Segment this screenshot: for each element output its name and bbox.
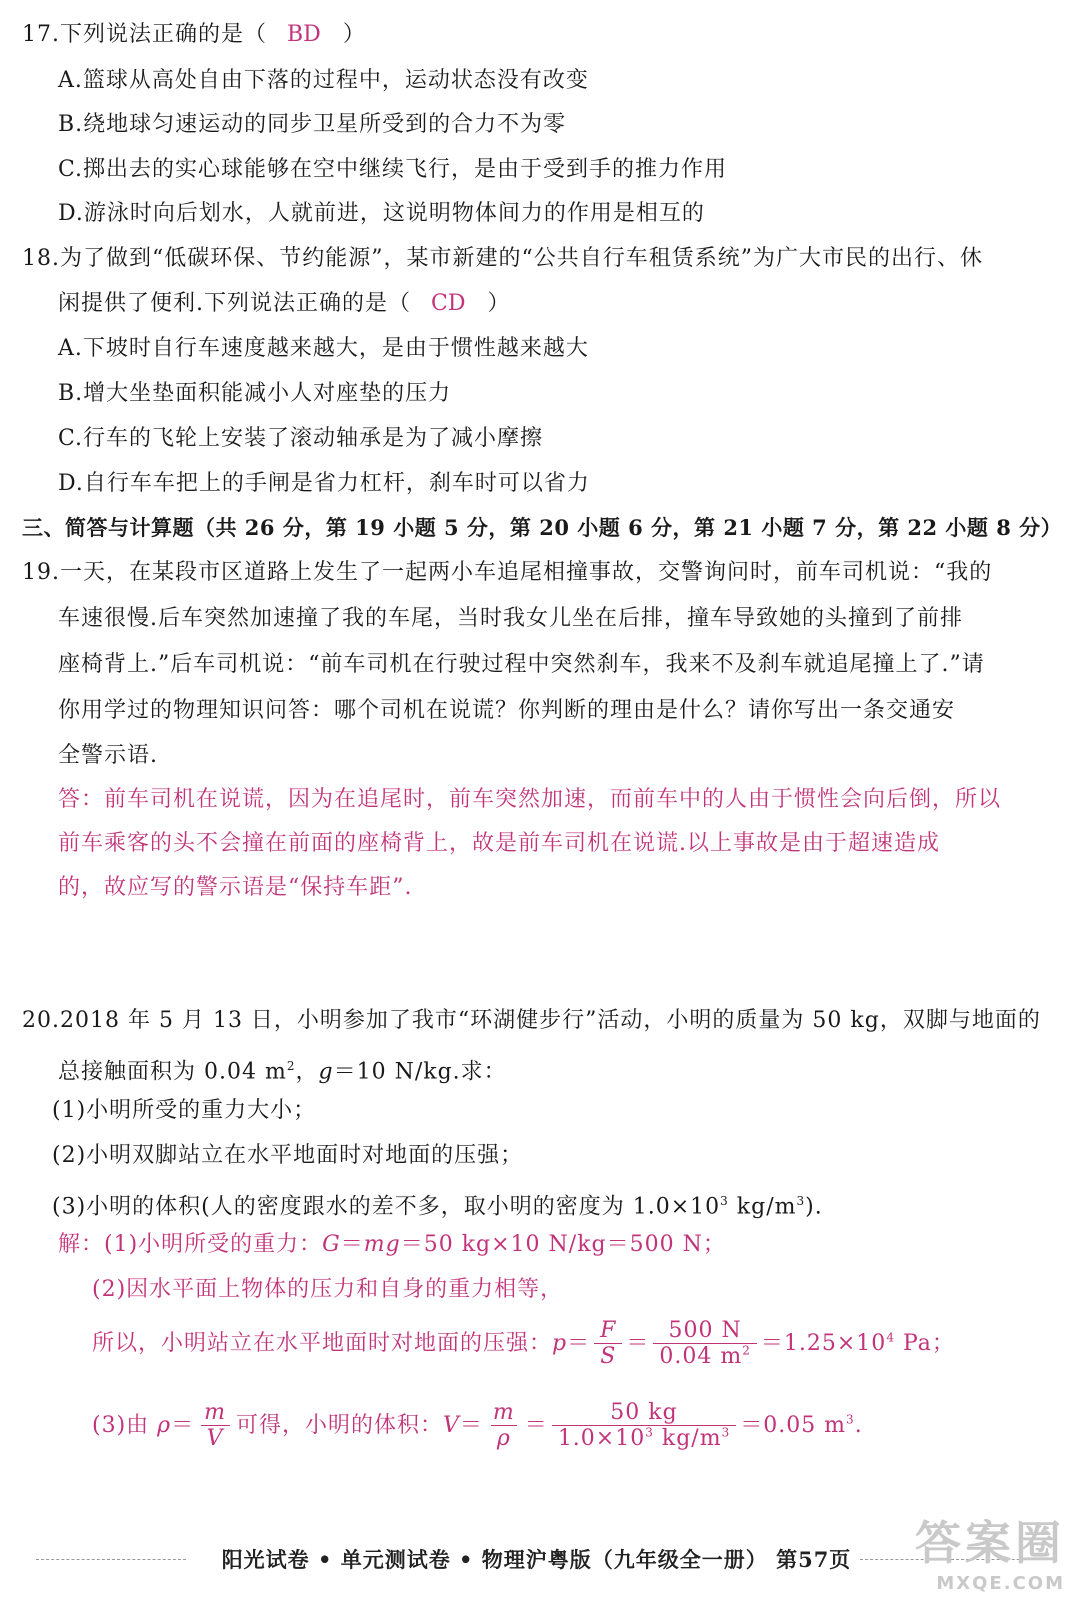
sol4-eq3: ＝ <box>524 1412 548 1438</box>
q18-option-c: C.行车的飞轮上安装了滚动轴承是为了减小摩擦 <box>58 426 544 451</box>
q20-solution-2: (2)因水平面上物体的压力和自身的重力相等， <box>92 1277 564 1302</box>
section-3-heading: 三、简答与计算题（共 26 分，第 19 小题 5 分，第 20 小题 6 分，第 21 小题 7 分，第 22 小题 8 分） <box>22 515 1063 540</box>
frac-V: V <box>201 1425 230 1451</box>
sol3-unit: Pa； <box>894 1330 955 1356</box>
q20-sub-3 <box>52 1186 823 1222</box>
q19-line-1: 19.一天，在某段市区道路上发生了一起两小车追尾相撞事故，交警询问时，前车司机说：“我的 <box>22 560 993 585</box>
footer-title: 阳光试卷 • 单元测试卷 • 物理沪粤版（九年级全一册） 第57页 <box>221 1547 852 1572</box>
q20-comma: ， <box>295 1059 319 1085</box>
q18-stem-end: ） <box>487 291 511 316</box>
volume-value-fraction <box>552 1400 736 1452</box>
sol4-text: 可得，小明的体积： <box>236 1412 444 1438</box>
sol4-end: . <box>854 1412 863 1438</box>
frac-density-unit-exp: 3 <box>721 1425 731 1440</box>
frac-F: F <box>600 1318 617 1343</box>
sol4-label: (3)由 <box>92 1412 158 1438</box>
frac-area-exp: 2 <box>742 1343 751 1358</box>
q17-answer: BD <box>287 22 321 47</box>
q20-sub3-end: ). <box>805 1194 823 1220</box>
frac-m2: m <box>492 1400 515 1425</box>
frac-S: S <box>594 1343 622 1369</box>
q20-solution-4 <box>92 1400 863 1452</box>
watermark-url: MXQE.COM <box>936 1573 1065 1594</box>
volume-formula-fraction <box>487 1400 521 1452</box>
sol1-mg: mg <box>363 1232 401 1257</box>
q19-answer-line-3: 的，故应写的警示语是“保持车距”. <box>58 875 413 900</box>
frac-area-text: 0.04 m <box>659 1344 743 1370</box>
sol4-eq2: ＝ <box>459 1412 483 1438</box>
frac-m: m <box>204 1400 226 1425</box>
sol1-label: 解：(1)小明所受的重力： <box>58 1232 323 1257</box>
q19-answer-line-2: 前车乘客的头不会撞在前面的座椅背上，故是前车司机在说谎.以上事故是由于超速造成 <box>58 831 940 856</box>
q20-sub3-exp1: 3 <box>720 1194 729 1208</box>
q18-option-a: A.下坡时自行车速度越来越大，是由于惯性越来越大 <box>58 336 589 361</box>
sol3-p: p <box>552 1330 568 1356</box>
sol4-rho: ρ <box>157 1412 172 1438</box>
pressure-formula-fraction <box>594 1318 622 1370</box>
q19-line-2: 车速很慢.后车突然加速撞了我的车尾，当时我女儿坐在后排，撞车导致她的头撞到了前排 <box>58 606 963 631</box>
q20-sub-2: (2)小明双脚站立在水平地面时对地面的压强； <box>52 1143 524 1168</box>
q20-solution-1 <box>58 1230 726 1260</box>
q17-stem-text: 17.下列说法正确的是（ <box>22 22 267 47</box>
q20-sub3-unit: kg/m <box>728 1194 797 1220</box>
sol4-result: ＝0.05 m <box>740 1412 847 1438</box>
pressure-value-fraction <box>653 1318 756 1370</box>
sol3-result-exp: 4 <box>886 1330 895 1345</box>
frac-area <box>653 1343 756 1369</box>
q19-answer-line-1: 答：前车司机在说谎，因为在追尾时，前车突然加速，而前车中的人由于惯性会向后倒，所以 <box>58 787 1002 812</box>
q19-line-4: 你用学过的物理知识问答：哪个司机在说谎？你判断的理由是什么？请你写出一条交通安 <box>58 698 956 723</box>
sol3-result: ＝1.25×10 <box>760 1330 887 1356</box>
q18-stem-line1: 18.为了做到“低碳环保、节约能源”，某市新建的“公共自行车租赁系统”为广大市民的出行、休 <box>22 246 983 271</box>
q17-stem <box>22 20 366 50</box>
sol1-G: G <box>322 1232 341 1257</box>
q18-option-b: B.增大坐垫面积能减小人对座垫的压力 <box>58 381 452 406</box>
q19-line-3: 座椅背上.”后车司机说：“前车司机在行驶过程中突然刹车，我来不及刹车就追尾撞上了.”请 <box>58 652 985 677</box>
frac-density-exp: 3 <box>645 1425 654 1440</box>
density-formula-fraction <box>198 1400 232 1452</box>
sol4-result-exp: 3 <box>846 1412 855 1427</box>
q20-sub-1: (1)小明所受的重力大小； <box>52 1098 317 1123</box>
sol1-result: ＝50 kg×10 N/kg＝500 N； <box>400 1232 726 1257</box>
q17-stem-end: ） <box>342 22 366 47</box>
q20-stem-line2 <box>58 1051 507 1087</box>
sol1-eq: ＝ <box>340 1232 364 1257</box>
q17-option-a: A.篮球从高处自由下落的过程中，运动状态没有改变 <box>58 68 589 93</box>
sol3-eq2: ＝ <box>626 1330 650 1356</box>
q19-line-5: 全警示语. <box>58 743 158 768</box>
watermark-logo <box>915 1507 1065 1594</box>
q20-g-symbol: g <box>318 1059 334 1085</box>
sol4-V: V <box>443 1412 460 1438</box>
frac-rho: ρ <box>491 1425 517 1451</box>
sol4-eq: ＝ <box>171 1412 195 1438</box>
q17-option-d: D.游泳时向后划水，人就前进，这说明物体间力的作用是相互的 <box>58 201 705 226</box>
frac-density-text: 1.0×10 <box>557 1426 646 1452</box>
watermark-big-text: 答案圈 <box>915 1516 1065 1570</box>
q20-area-text: 总接触面积为 0.04 m <box>58 1059 287 1085</box>
q18-stem-text: 闲提供了便利.下列说法正确的是（ <box>58 291 411 316</box>
frac-density-unit: kg/m <box>653 1426 722 1452</box>
q20-area-exp: 2 <box>286 1059 296 1073</box>
q20-g-value: ＝10 N/kg.求： <box>333 1059 507 1085</box>
q17-option-b: B.绕地球匀速运动的同步卫星所受到的合力不为零 <box>58 112 567 137</box>
q18-answer: CD <box>431 291 466 316</box>
q20-sub3-text: (3)小明的体积(人的密度跟水的差不多，取小明的密度为 1.0×10 <box>52 1194 721 1220</box>
q18-stem-line2 <box>58 289 511 319</box>
frac-500N: 500 N <box>668 1318 742 1343</box>
sol3-label: 所以，小明站立在水平地面时对地面的压强： <box>92 1330 553 1356</box>
q18-option-d: D.自行车车把上的手闸是省力杠杆，刹车时可以省力 <box>58 471 590 496</box>
sol3-eq: ＝ <box>567 1330 591 1356</box>
frac-50kg: 50 kg <box>610 1400 678 1425</box>
frac-density <box>552 1425 736 1451</box>
q20-stem-line1: 20.2018 年 5 月 13 日，小明参加了我市“环湖健步行”活动，小明的质量为 50 kg，双脚与地面的 <box>22 1008 1041 1033</box>
q17-option-c: C.掷出去的实心球能够在空中继续飞行，是由于受到手的推力作用 <box>58 157 728 182</box>
q20-solution-3 <box>92 1318 955 1370</box>
q20-sub3-exp2: 3 <box>796 1194 806 1208</box>
